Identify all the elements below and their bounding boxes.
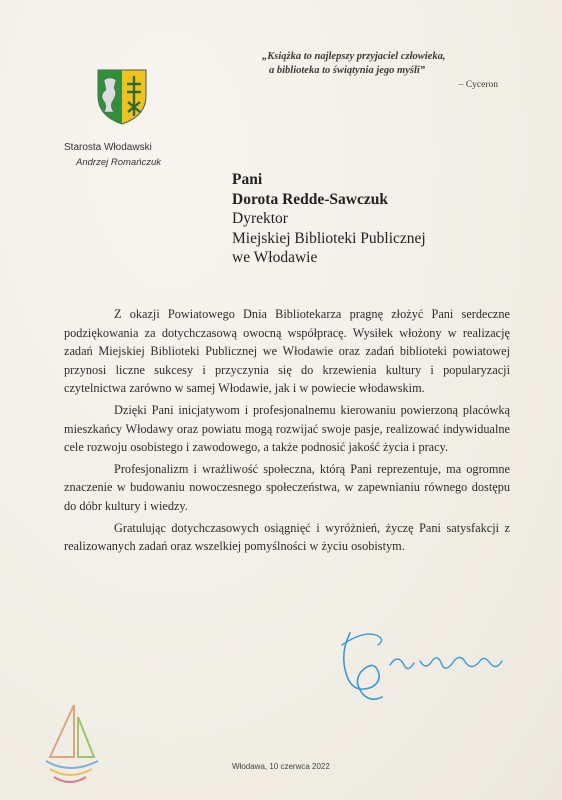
handwritten-signature xyxy=(320,615,540,705)
sailboat-logo-icon xyxy=(40,695,102,790)
quote-author: – Cyceron xyxy=(458,80,498,90)
quote-line-1: „Książka to najlepszy przyjaciel człowieka, xyxy=(262,51,446,62)
recipient-address xyxy=(232,170,532,268)
coat-of-arms-icon xyxy=(94,66,150,126)
sender-name: Andrzej Romańczuk xyxy=(76,157,162,168)
motto-quote xyxy=(262,50,502,92)
recipient-name: Dorota Redde-Sawczuk xyxy=(232,190,388,208)
letter-body xyxy=(64,305,510,559)
body-paragraph-1: Z okazji Powiatowego Dnia Bibliotekarza pragnę złożyć Pani serdeczne podziękowania za dotychczasową owocną współpracę. Wysiłek włożony w realizację zadań Miejskiej Biblioteki Publicznej we Włodawie oraz zadań biblioteki powiatowej przynosi liczne sukcesy i przyczynia się do krzewienia kultury i popularyzacji czytelnictwa zarówno w samej Włodawie, jak i w powiecie włodawskim. xyxy=(64,307,510,396)
recipient-role: Dyrektor xyxy=(232,210,288,227)
place-and-date: Włodawa, 10 czerwca 2022 xyxy=(232,762,330,771)
quote-line-2: a biblioteka to świątynia jego myśli” xyxy=(269,65,426,76)
recipient-salutation: Pani xyxy=(232,171,263,188)
body-paragraph-4: Gratulując dotychczasowych osiągnięć i wyróżnień, życzę Pani satysfakcji z realizowanych zadań oraz wszelkiej pomyślności w życiu osobistym. xyxy=(64,520,510,554)
recipient-location: we Włodawie xyxy=(232,249,318,266)
sender-title: Starosta Włodawski xyxy=(64,142,152,153)
body-paragraph-2: Dzięki Pani inicjatywom i profesjonalnemu kierowaniu powierzoną placówką mieszkańcy Włodawy oraz powiatu mogą rozwijać swoje pasje, realizować indywidualne cele rozwoju osobistego i zawodowego, a także podnosić jakość życia i pracy. xyxy=(64,402,510,455)
recipient-institution: Miejskiej Biblioteki Publicznej xyxy=(232,229,426,247)
sender-block xyxy=(64,140,214,170)
body-paragraph-3: Profesjonalizm i wrażliwość społeczna, którą Pani reprezentuje, ma ogromne znaczenie w budowaniu nowoczesnego społeczeństwa, w zapewnianiu równego dostępu do dóbr kultury i wiedzy. xyxy=(64,461,510,513)
